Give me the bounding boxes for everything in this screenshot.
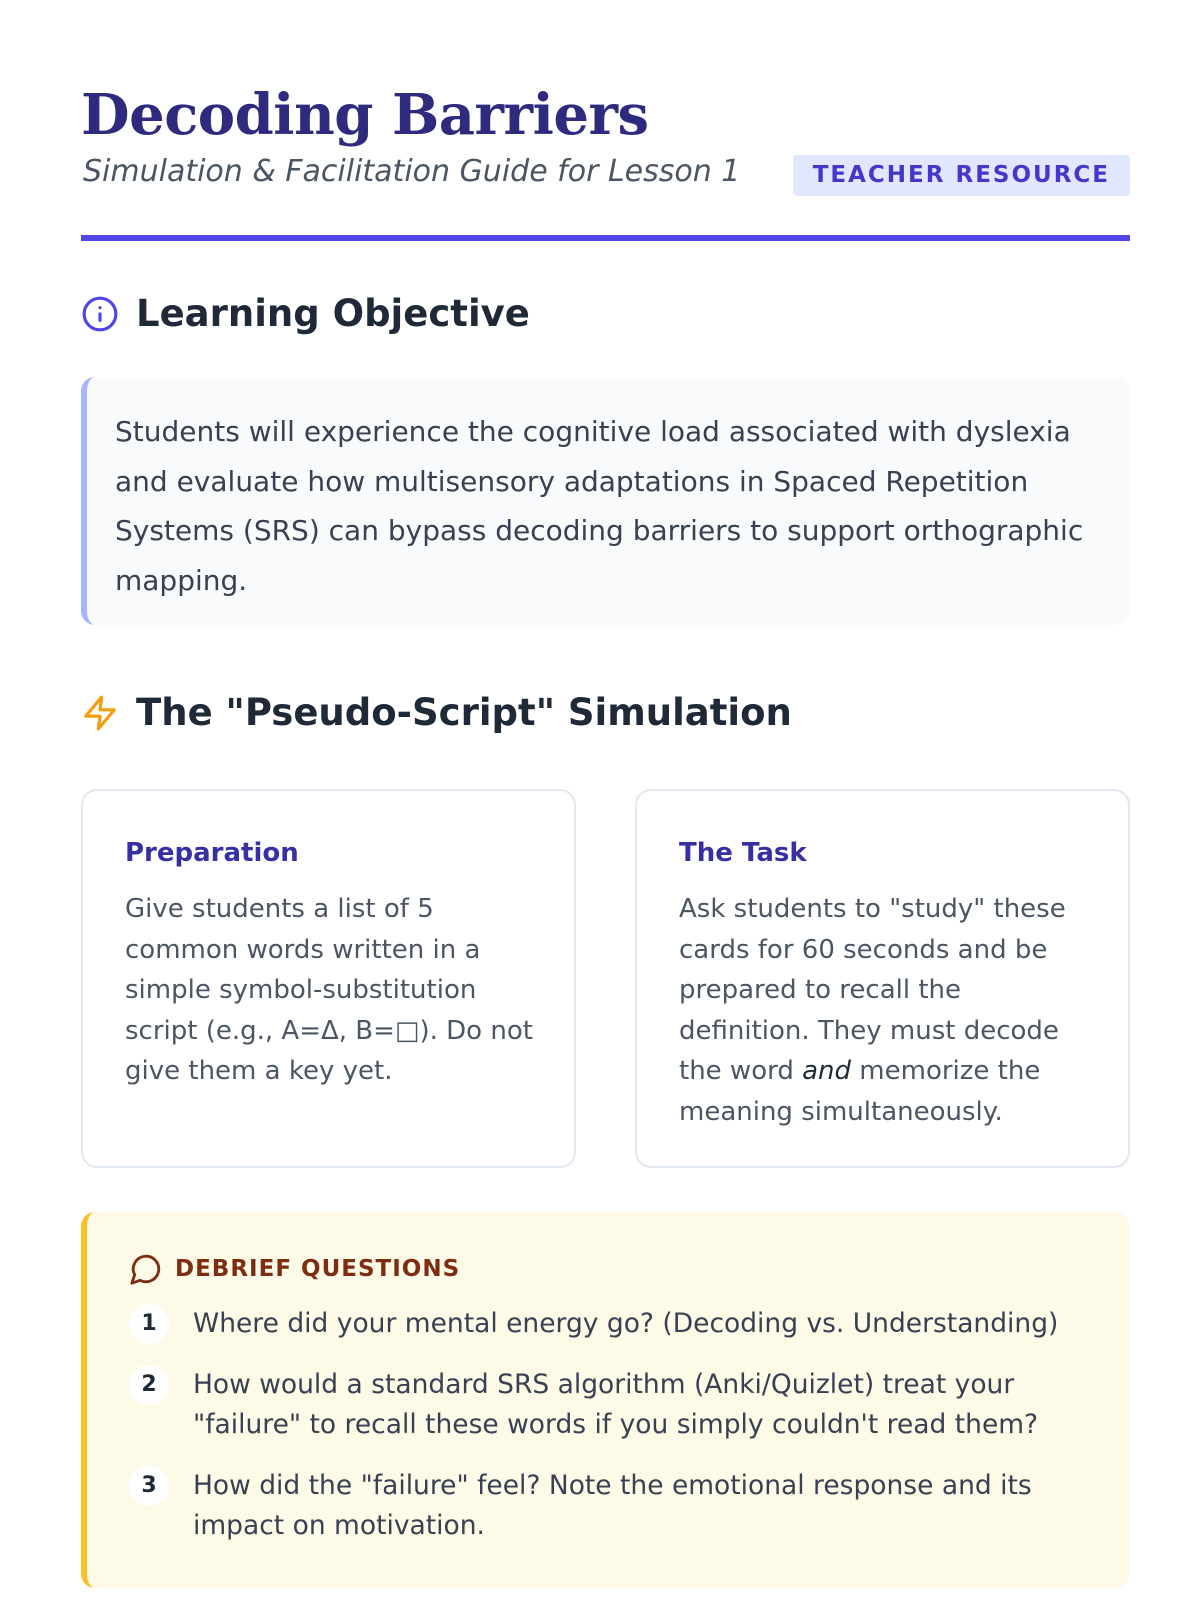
lightning-icon (81, 694, 119, 732)
list-item (129, 1304, 1090, 1345)
header-divider (81, 235, 1130, 241)
page-title: Decoding Barriers (81, 82, 649, 148)
question-text: How did the "failure" feel? Note the emotional response and its impact on motivation. (193, 1469, 1032, 1541)
card-text: Give students a list of 5 common words written in a simple symbol-substitution script (e.g., A=Δ, B=□). Do not give them a key yet. (125, 894, 533, 1086)
card-text-emphasis: and (802, 1056, 852, 1086)
card-text (679, 889, 1088, 1132)
question-text: How would a standard SRS algorithm (Anki/Quizlet) treat your "failure" to recall these words if you simply couldn't read them? (193, 1368, 1039, 1440)
question-number: 3 (129, 1466, 169, 1506)
card-title: The Task (679, 838, 807, 868)
speech-bubble-icon (129, 1252, 163, 1286)
card-text-part: Ask students to "study" these cards for 60 seconds and be prepared to recall the definition. They must decode the word (679, 894, 1066, 1086)
debrief-label: DEBRIEF QUESTIONS (175, 1256, 461, 1282)
debrief-heading (129, 1252, 1090, 1286)
document-page (81, 0, 1130, 1541)
question-text: Where did your mental energy go? (Decoding vs. Understanding) (193, 1308, 1059, 1339)
section-title: Learning Objective (136, 292, 530, 335)
card-title: Preparation (125, 838, 299, 868)
list-item (129, 1466, 1090, 1547)
debrief-box (81, 1212, 1130, 1588)
debrief-question-list (129, 1304, 1090, 1547)
info-icon (81, 295, 119, 333)
learning-objective-heading (81, 291, 530, 337)
preparation-card (81, 789, 576, 1168)
simulation-heading (81, 690, 792, 736)
question-number: 2 (129, 1365, 169, 1405)
objective-text: Students will experience the cognitive load associated with dyslexia and evaluate how multisensory adaptations in Spaced Repetition Systems (SRS) can bypass decoding barriers to support orthographic mapping. (115, 415, 1084, 597)
card-text-part: memorize the meaning simultaneously. (679, 1056, 1041, 1127)
page-header (81, 0, 1130, 240)
task-card (635, 789, 1130, 1168)
teacher-resource-badge: TEACHER RESOURCE (793, 155, 1130, 196)
section-title: The "Pseudo-Script" Simulation (136, 691, 792, 734)
question-number: 1 (129, 1304, 169, 1344)
list-item (129, 1365, 1090, 1446)
page-subtitle: Simulation & Facilitation Guide for Lesson 1 (83, 154, 741, 189)
learning-objective-box (81, 377, 1130, 625)
